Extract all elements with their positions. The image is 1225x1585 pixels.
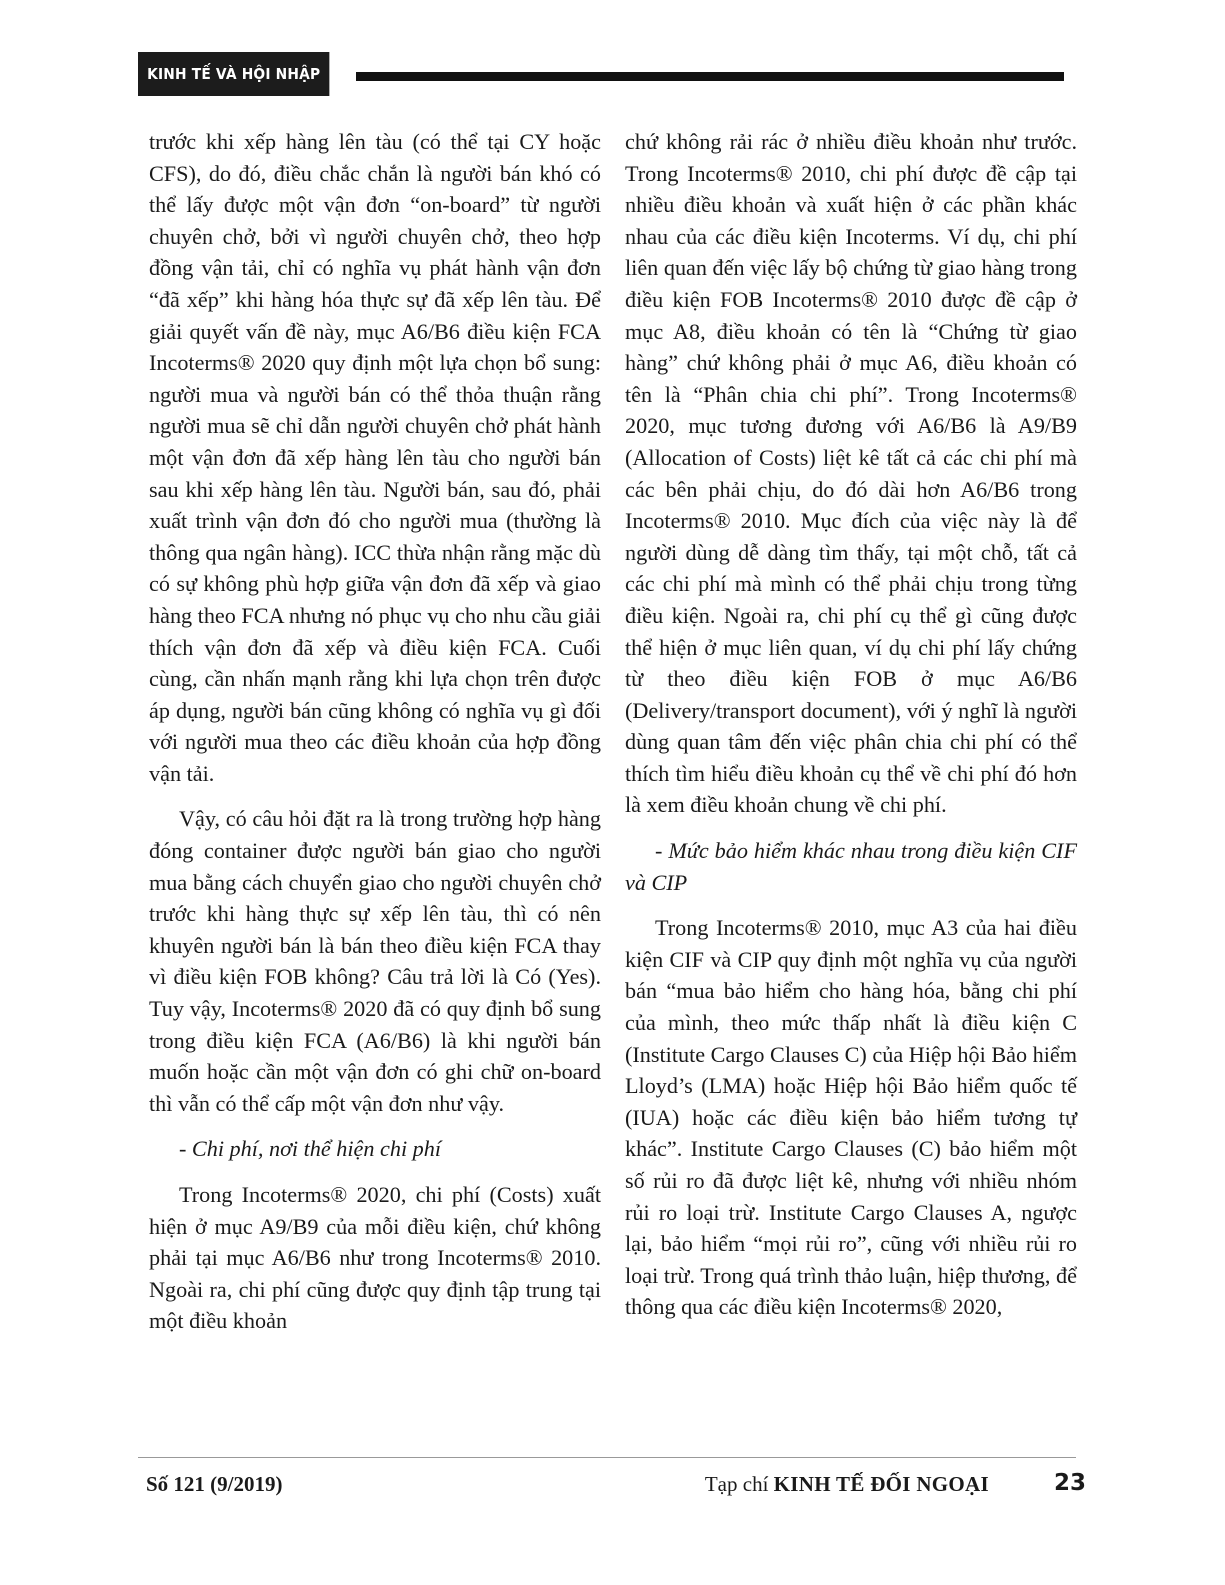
left-column	[149, 126, 601, 1351]
section-heading: - Chi phí, nơi thể hiện chi phí	[179, 1136, 442, 1162]
journal-title	[705, 1472, 989, 1497]
paragraph: trước khi xếp hàng lên tàu (có thể tại CY hoặc CFS), do đó, điều chắc chắn là người bán khó có thể lấy được một vận đơn “on-board” từ người chuyên chở, bởi vì người chuyên chở, theo hợp đồng vận tải, chỉ có nghĩa vụ phát hành vận đơn “đã xếp” khi hàng hóa thực sự đã xếp lên tàu. Để giải quyết vấn đề này, mục A6/B6 điều kiện FCA Incoterms® 2020 quy định một lựa chọn bổ sung: người mua và người bán có thể thỏa thuận rằng người mua sẽ chỉ dẫn người chuyên chở phát hành một vận đơn đã xếp hàng lên tàu cho người bán sau khi xếp hàng lên tàu. Người bán, sau đó, phải xuất trình vận đơn đó cho người mua (thường là thông qua ngân hàng). ICC thừa nhận rằng mặc dù có sự không phù hợp giữa vận đơn đã xếp và giao hàng theo FCA nhưng nó phục vụ cho nhu cầu giải thích vận đơn đã xếp và điều kiện FCA. Cuối cùng, cần nhấn mạnh rằng khi lựa chọn trên được áp dụng, người bán cũng không có nghĩa vụ gì đối với người mua theo các điều khoản của hợp đồng vận tải.	[149, 129, 602, 786]
section-heading: - Mức bảo hiểm khác nhau trong điều kiện CIF và CIP	[625, 838, 1077, 895]
journal-name: KINH TẾ ĐỐI NGOẠI	[773, 1472, 989, 1496]
paragraph: chứ không rải rác ở nhiều điều khoản như trước. Trong Incoterms® 2010, chi phí được đề cập tại nhiều điều khoản và xuất hiện ở các phần khác nhau của các điều kiện Incoterms. Ví dụ, chi phí liên quan đến việc lấy bộ chứng từ giao hàng trong điều kiện FOB Incoterms® 2010 được đề cập ở mục A8, điều khoản có tên là “Chứng từ giao hàng” chứ không phải ở mục A6, điều khoản có tên là “Phân chia chi phí”. Trong Incoterms® 2020, mục tương đương với A6/B6 là A9/B9 (Allocation of Costs) liệt kê tất cả các chi phí mà các bên phải chịu, do đó dài hơn A6/B6 trong Incoterms® 2010. Mục đích của việc này là để người dùng dễ dàng tìm thấy, tại một chỗ, tất cả các chi phí mà mình có thể phải chịu trong từng điều kiện. Ngoài ra, chi phí cụ thể gì cũng được thể hiện ở mục liên quan, ví dụ chi phí lấy chứng từ theo điều kiện FOB ở mục A6/B6 (Delivery/transport document), với ý nghĩ là người dùng quan tâm đến việc phân chia chi phí có thể thích tìm hiểu điều khoản cụ thể về chi phí đó hơn là xem điều khoản chung về chi phí.	[625, 129, 1077, 818]
page-number: 23	[1054, 1470, 1087, 1496]
paragraph: Vậy, có câu hỏi đặt ra là trong trường hợp hàng đóng container được người bán giao cho người mua bằng cách chuyển giao cho người chuyên chở trước khi hàng thực sự xếp lên tàu, thì có nên khuyên người bán là bán theo điều kiện FCA thay vì điều kiện FOB không? Câu trả lời là Có (Yes). Tuy vậy, Incoterms® 2020 đã có quy định bổ sung trong điều kiện FCA (A6/B6) là khi người bán muốn hoặc cần một vận đơn có ghi chữ on-board thì vẫn có thể cấp một vận đơn như vậy.	[149, 806, 601, 1116]
footer-rule	[138, 1457, 1076, 1458]
issue-number: Số 121 (9/2019)	[146, 1472, 283, 1496]
journal-prefix: Tạp chí	[704, 1472, 774, 1496]
header-rule	[356, 72, 1064, 81]
paragraph: Trong Incoterms® 2010, mục A3 của hai điều kiện CIF và CIP quy định một nghĩa vụ của người bán “mua bảo hiểm cho hàng hóa, bằng chi phí của mình, theo mức thấp nhất là điều kiện C (Institute Cargo Clauses C) của Hiệp hội Bảo hiểm Lloyd’s (LMA) hoặc Hiệp hội Bảo hiểm quốc tế (IUA) hoặc các điều kiện bảo hiểm tương tự khác”. Institute Cargo Clauses (C) bảo hiểm một số rủi ro đã được liệt kê, nhưng với nhiều nhóm rủi ro loại trừ. Institute Cargo Clauses A, ngược lại, bảo hiểm “mọi rủi ro”, cũng với nhiều rủi ro loại trừ. Trong quá trình thảo luận, hiệp thương, để thông qua các điều kiện Incoterms® 2020,	[625, 915, 1077, 1320]
paragraph: Trong Incoterms® 2020, chi phí (Costs) xuất hiện ở mục A9/B9 của mỗi điều kiện, chứ không phải tại mục A6/B6 như trong Incoterms® 2010. Ngoài ra, chi phí cũng được quy định tập trung tại một điều khoản	[149, 1182, 601, 1334]
section-tag: KINH TẾ VÀ HỘI NHẬP	[138, 52, 329, 96]
right-column	[625, 126, 1077, 1337]
